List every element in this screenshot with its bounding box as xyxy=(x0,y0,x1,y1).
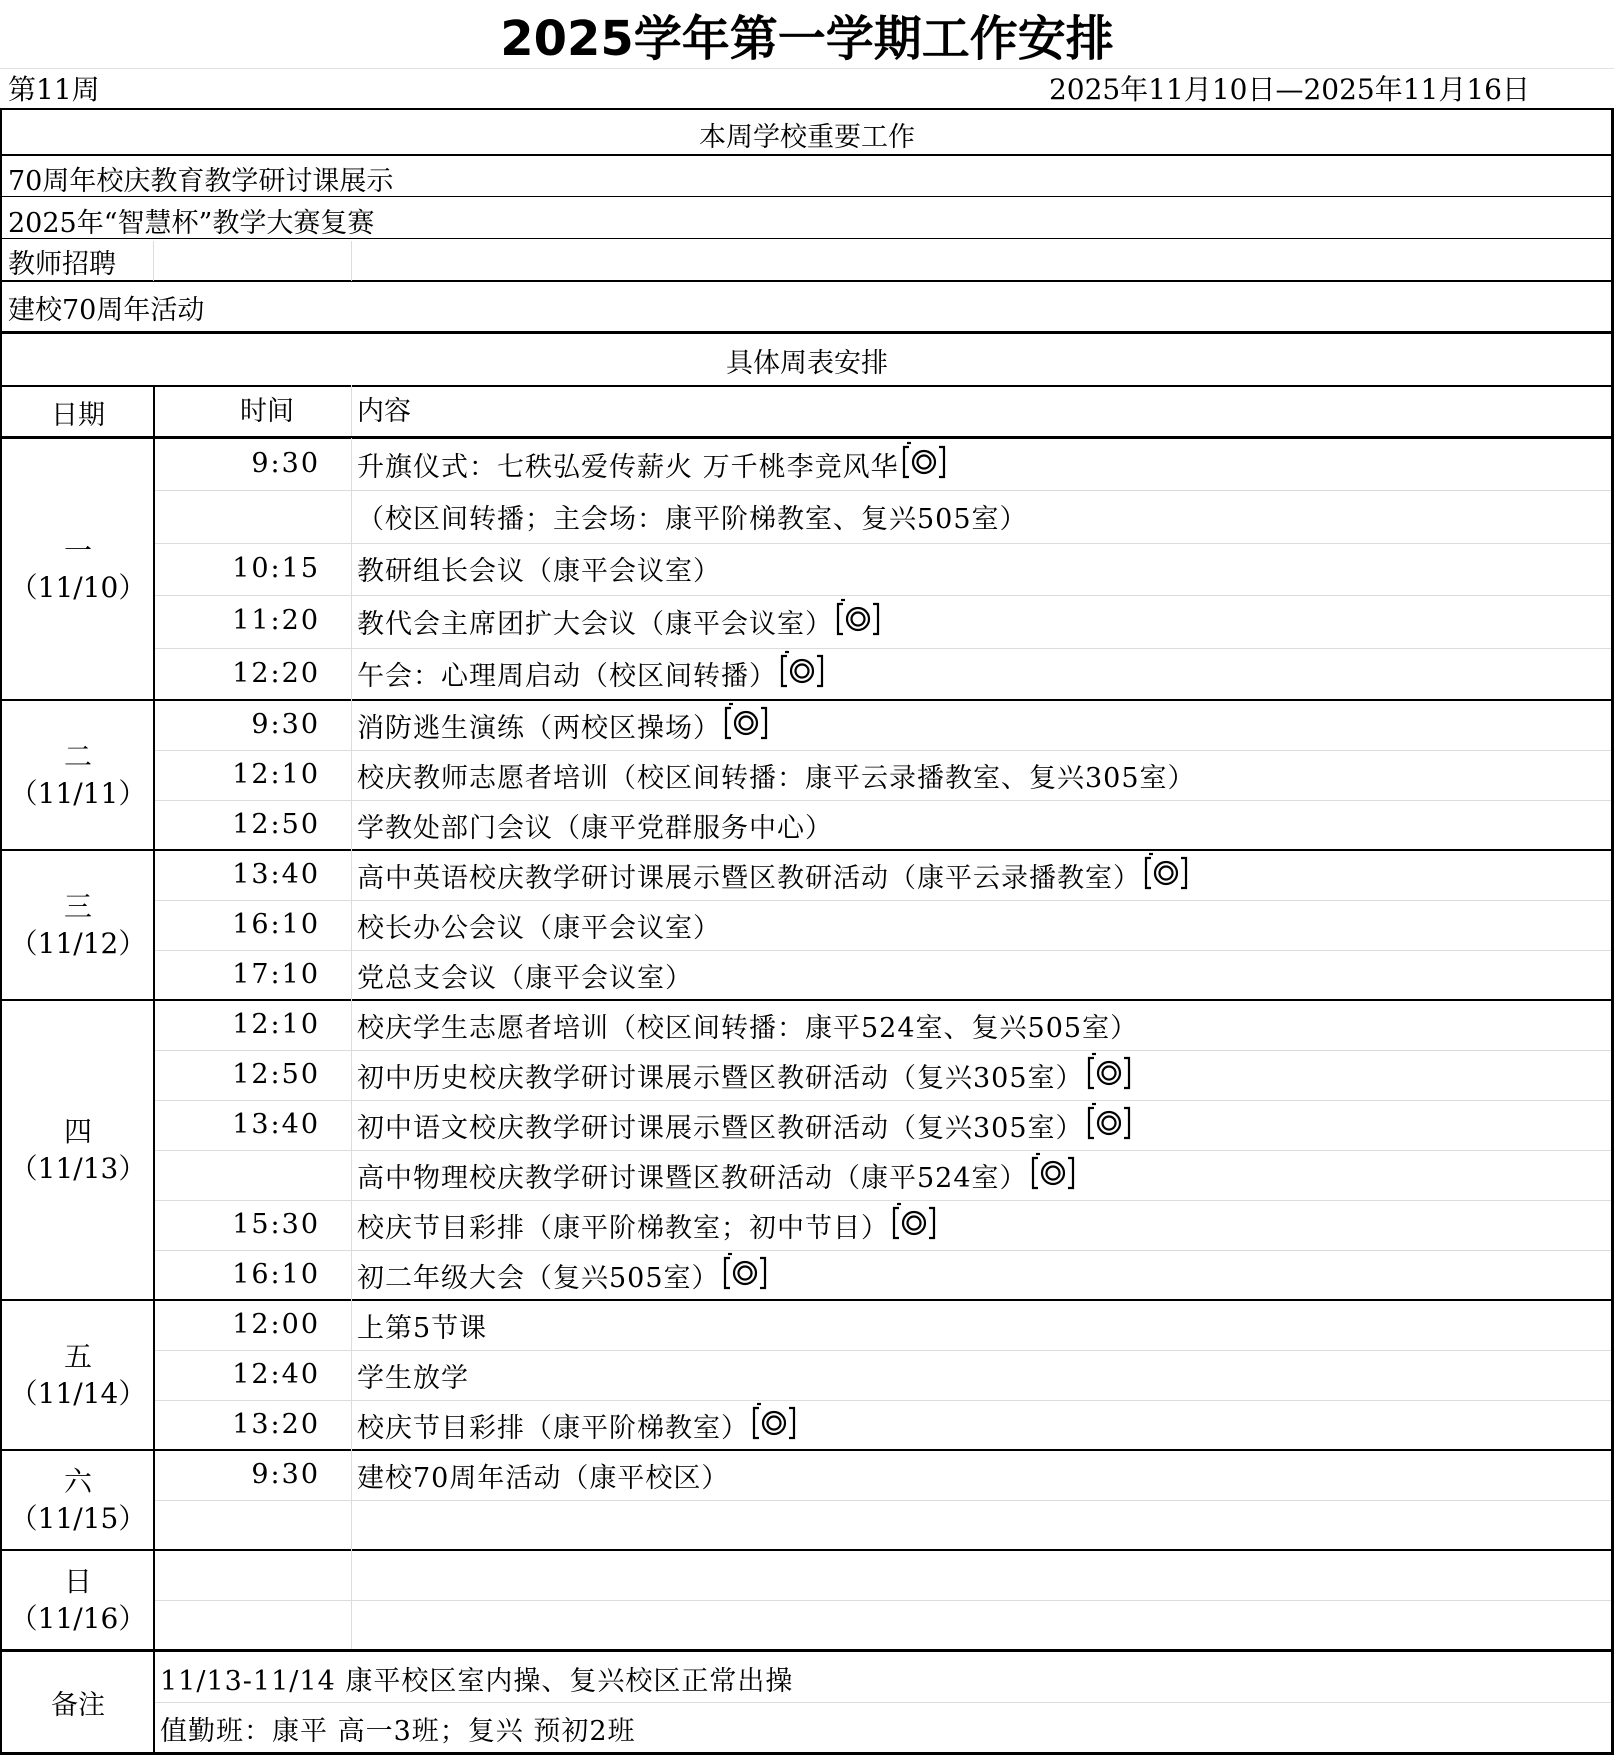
row-content xyxy=(357,750,1196,800)
row-content xyxy=(357,1050,1132,1100)
row-content xyxy=(357,1150,1076,1200)
row-time: 13:40 xyxy=(232,859,320,890)
grid-line xyxy=(0,1449,1614,1451)
camera-icon xyxy=(835,598,881,645)
row-time: 9:30 xyxy=(251,1459,320,1490)
row-text: 党总支会议（康平会议室） xyxy=(357,962,693,994)
row-divider xyxy=(155,1150,1612,1151)
row-text: 校庆节目彩排（康平阶梯教室） xyxy=(357,1412,749,1444)
row-content xyxy=(357,1100,1132,1150)
row-time xyxy=(160,490,320,542)
row-text: 初中历史校庆教学研讨课展示暨区教研活动（复兴305室） xyxy=(357,1062,1084,1094)
important-header: 本周学校重要工作 xyxy=(699,121,915,153)
day-label xyxy=(3,1550,153,1650)
grid-line xyxy=(0,154,1614,156)
row-content xyxy=(357,1000,1138,1050)
row-text: 上第5节课 xyxy=(357,1312,488,1344)
row-divider xyxy=(155,950,1612,951)
row-time: 13:40 xyxy=(232,1109,320,1140)
grid-line xyxy=(0,1649,1614,1652)
day-name: 三 xyxy=(63,890,92,923)
row-time: 12:50 xyxy=(232,1059,320,1090)
notes-line: 值勤班：康平 高一3班；复兴 预初2班 xyxy=(160,1715,636,1747)
grid-line xyxy=(0,108,2,1755)
day-date: （11/16） xyxy=(9,1602,147,1635)
day-name: 四 xyxy=(63,1115,92,1148)
camera-icon xyxy=(901,441,947,488)
grid-line xyxy=(0,849,1614,851)
row-text: 消防逃生演练（两校区操场） xyxy=(357,712,721,744)
day-label xyxy=(3,700,153,850)
row-divider xyxy=(155,1350,1612,1351)
row-divider xyxy=(155,595,1612,596)
row-time: 12:10 xyxy=(232,759,320,790)
row-content xyxy=(357,950,693,1000)
row-content xyxy=(357,438,947,490)
camera-icon xyxy=(751,1402,797,1449)
row-content xyxy=(357,595,881,647)
row-divider xyxy=(155,1500,1612,1501)
row-text: 教研组长会议（康平会议室） xyxy=(357,556,721,588)
day-label xyxy=(3,1450,153,1550)
grid-line xyxy=(0,108,1614,110)
row-content xyxy=(357,900,721,950)
row-text: 教代会主席团扩大会议（康平会议室） xyxy=(357,608,833,640)
row-time: 9:30 xyxy=(251,709,320,740)
day-date: （11/14） xyxy=(9,1377,147,1410)
grid-line xyxy=(0,436,1614,439)
grid-line xyxy=(0,1549,1614,1551)
row-time: 12:00 xyxy=(232,1309,320,1340)
row-divider xyxy=(155,1200,1612,1201)
row-time: 15:30 xyxy=(232,1209,320,1240)
important-item: 教师招聘 xyxy=(8,248,116,280)
camera-icon xyxy=(1030,1152,1076,1199)
day-date: （11/12） xyxy=(9,927,147,960)
row-text: 初中语文校庆教学研讨课展示暨区教研活动（复兴305室） xyxy=(357,1112,1084,1144)
row-time xyxy=(160,1500,320,1550)
row-content xyxy=(357,1400,797,1450)
day-label xyxy=(3,1300,153,1450)
grid-line xyxy=(0,699,1614,701)
row-time: 17:10 xyxy=(232,959,320,990)
row-content xyxy=(357,490,1028,542)
camera-icon xyxy=(1143,852,1189,899)
day-label xyxy=(3,1000,153,1300)
row-divider xyxy=(155,543,1612,544)
day-name: 五 xyxy=(63,1340,92,1373)
day-date: （11/11） xyxy=(9,777,147,810)
grid-line xyxy=(0,1299,1614,1301)
row-divider xyxy=(155,1100,1612,1101)
row-text: 校庆节目彩排（康平阶梯教室；初中节目） xyxy=(357,1212,889,1244)
column-divider xyxy=(153,241,154,281)
row-content xyxy=(357,1200,937,1250)
week-label: 第11周 xyxy=(8,73,100,106)
row-divider xyxy=(155,490,1612,491)
row-content xyxy=(357,1450,729,1500)
day-date: （11/15） xyxy=(9,1502,147,1535)
row-time xyxy=(160,1600,320,1650)
row-time: 10:15 xyxy=(232,552,320,584)
row-text: 校庆学生志愿者培训（校区间转播：康平524室、复兴505室） xyxy=(357,1012,1139,1044)
camera-icon xyxy=(891,1202,937,1249)
row-time: 12:10 xyxy=(232,1009,320,1040)
row-content xyxy=(357,1300,487,1350)
day-label xyxy=(3,850,153,1000)
row-text: 升旗仪式：七秩弘爱传薪火 万千桃李竞风华 xyxy=(357,451,899,483)
row-content xyxy=(357,800,833,850)
row-content xyxy=(357,700,769,750)
row-divider xyxy=(155,1250,1612,1251)
column-divider xyxy=(351,241,352,281)
column-header-time: 时间 xyxy=(240,395,294,427)
important-item: 70周年校庆教育教学研讨课展示 xyxy=(8,165,394,197)
row-text: 高中英语校庆教学研讨课展示暨区教研活动（康平云录播教室） xyxy=(357,862,1141,894)
row-divider xyxy=(155,800,1612,801)
important-item: 2025年“智慧杯”教学大赛复赛 xyxy=(8,207,375,239)
row-content xyxy=(357,850,1189,900)
row-text: 建校70周年活动（康平校区） xyxy=(357,1462,730,1494)
row-text: 学生放学 xyxy=(357,1362,469,1394)
grid-line xyxy=(0,238,1614,239)
row-text: 高中物理校庆教学研讨课暨区教研活动（康平524室） xyxy=(357,1162,1028,1194)
day-name: 六 xyxy=(63,1465,92,1498)
row-time xyxy=(160,1550,320,1600)
row-divider xyxy=(155,900,1612,901)
row-divider xyxy=(155,1600,1612,1601)
row-time xyxy=(160,1150,320,1200)
day-date: （11/10） xyxy=(9,571,147,604)
grid-line xyxy=(0,196,1614,197)
day-name: 二 xyxy=(63,740,92,773)
camera-icon xyxy=(779,650,825,697)
day-label xyxy=(3,438,153,700)
row-time: 12:50 xyxy=(232,809,320,840)
grid-line xyxy=(0,385,1614,387)
date-range: 2025年11月10日—2025年11月16日 xyxy=(1048,73,1530,106)
row-time: 13:20 xyxy=(232,1409,320,1440)
row-time: 16:10 xyxy=(232,1259,320,1290)
row-text: 初二年级大会（复兴505室） xyxy=(357,1262,720,1294)
camera-icon xyxy=(722,1252,768,1299)
page-title: 2025学年第一学期工作安排 xyxy=(0,0,1614,69)
row-text: 校庆教师志愿者培训（校区间转播：康平云录播教室、复兴305室） xyxy=(357,762,1196,794)
row-content xyxy=(357,1350,469,1400)
column-header-date: 日期 xyxy=(51,399,105,431)
row-text: （校区间转播；主会场：康平阶梯教室、复兴505室） xyxy=(357,504,1028,536)
grid-line xyxy=(0,999,1614,1001)
row-divider xyxy=(155,750,1612,751)
row-divider xyxy=(155,1050,1612,1051)
row-text: 学教处部门会议（康平党群服务中心） xyxy=(357,812,833,844)
day-date: （11/13） xyxy=(9,1152,147,1185)
important-item: 建校70周年活动 xyxy=(8,294,205,326)
grid-line xyxy=(0,280,1614,282)
camera-icon xyxy=(723,702,769,749)
row-time: 12:20 xyxy=(232,657,320,689)
notes-label: 备注 xyxy=(51,1689,105,1721)
day-name: 一 xyxy=(63,534,92,567)
notes-line: 11/13-11/14 康平校区室内操、复兴校区正常出操 xyxy=(160,1665,794,1697)
row-divider xyxy=(155,1400,1612,1401)
grid-line xyxy=(0,331,1614,334)
row-time: 12:40 xyxy=(232,1359,320,1390)
row-text: 午会：心理周启动（校区间转播） xyxy=(357,661,777,693)
schedule-header: 具体周表安排 xyxy=(726,347,888,379)
row-content xyxy=(357,543,721,595)
column-header-content: 内容 xyxy=(357,395,411,427)
row-time: 11:20 xyxy=(232,605,320,637)
day-name: 日 xyxy=(63,1565,92,1598)
row-content xyxy=(357,648,825,700)
column-divider xyxy=(351,385,352,436)
row-content xyxy=(357,1250,768,1300)
camera-icon xyxy=(1086,1052,1132,1099)
grid-line xyxy=(153,385,155,1755)
column-divider xyxy=(351,438,352,1649)
row-text: 校长办公会议（康平会议室） xyxy=(357,912,721,944)
row-time: 9:30 xyxy=(251,448,320,479)
row-divider xyxy=(155,648,1612,649)
camera-icon xyxy=(1086,1102,1132,1149)
row-time: 16:10 xyxy=(232,909,320,940)
row-divider xyxy=(155,1702,1612,1703)
